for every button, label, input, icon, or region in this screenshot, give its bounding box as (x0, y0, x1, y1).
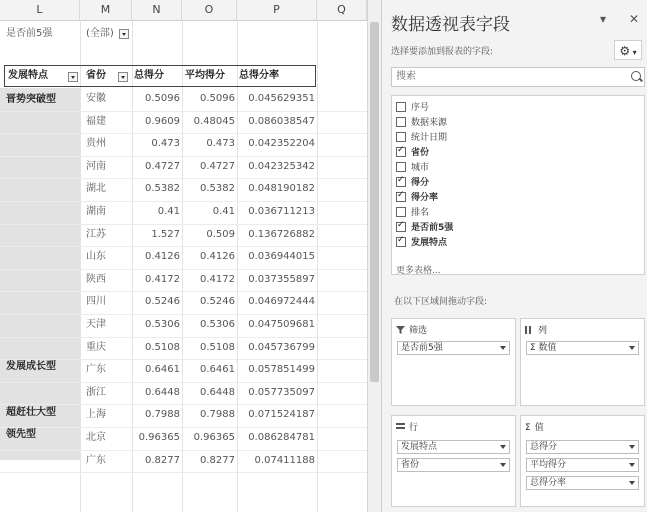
total-score-cell[interactable]: 0.9609 (145, 116, 180, 127)
avg-score-cell[interactable]: 0.473 (206, 138, 235, 149)
score-rate-cell[interactable]: 0.045736799 (248, 342, 315, 353)
total-score-cell[interactable]: 0.7988 (145, 409, 180, 420)
row-chip[interactable]: 发展特点 (397, 440, 510, 454)
field-label: 发展特点 (411, 238, 448, 248)
group-filter-dropdown-icon[interactable] (68, 72, 78, 82)
province-cell[interactable]: 安徽 (86, 93, 106, 104)
field-item[interactable] (396, 192, 438, 205)
score-rate-cell[interactable]: 0.042352204 (248, 138, 315, 149)
chevron-down-icon[interactable] (500, 346, 506, 350)
chevron-down-icon[interactable] (500, 463, 506, 467)
field-item[interactable] (396, 237, 447, 250)
avg-score-cell[interactable]: 0.48045 (193, 116, 235, 127)
sigma-icon: Σ (525, 422, 531, 433)
vertical-scrollbar[interactable] (367, 0, 382, 512)
field-label: 是否前5强 (411, 223, 454, 233)
province-cell[interactable]: 陕西 (86, 274, 106, 285)
field-checkbox[interactable] (396, 132, 406, 142)
pane-options-icon[interactable]: ▾ (600, 12, 607, 26)
value-chip[interactable]: 平均得分 (526, 458, 639, 472)
score-rate-cell[interactable]: 0.048190182 (248, 183, 315, 194)
province-cell[interactable]: 重庆 (86, 342, 106, 353)
avg-score-cell[interactable]: 0.6461 (200, 364, 235, 375)
row-divider (0, 111, 367, 112)
pane-title: 数据透视表字段 (391, 15, 510, 35)
pane-subtitle: 选择要添加到报表的字段: (391, 47, 494, 57)
row-divider (0, 291, 367, 292)
values-area-title: Σ 值 (525, 422, 544, 433)
group-label[interactable]: 晋势突破型 (6, 94, 56, 105)
field-item[interactable] (396, 117, 447, 130)
total-score-cell[interactable]: 0.5382 (145, 183, 180, 194)
row-divider (0, 359, 367, 360)
row-chip[interactable]: 省份 (397, 458, 510, 472)
province-cell[interactable]: 河南 (86, 161, 106, 172)
field-label: 统计日期 (411, 133, 448, 143)
pivot-field-pane (381, 0, 647, 512)
chevron-down-icon[interactable] (629, 481, 635, 485)
avg-score-cell[interactable]: 0.8277 (200, 455, 235, 466)
province-cell[interactable]: 福建 (86, 116, 106, 127)
avg-score-cell[interactable]: 0.5108 (200, 342, 235, 353)
columns-area[interactable] (520, 318, 645, 406)
column-header-o[interactable]: O (182, 0, 237, 20)
scrollbar-thumb[interactable] (370, 22, 379, 382)
value-chip[interactable]: 总得分 (526, 440, 639, 454)
province-cell[interactable]: 山东 (86, 251, 106, 262)
field-checkbox[interactable] (396, 117, 406, 127)
field-checkbox[interactable] (396, 147, 406, 157)
field-checkbox[interactable] (396, 177, 406, 187)
province-cell[interactable]: 湖南 (86, 206, 106, 217)
avg-score-cell[interactable]: 0.509 (206, 229, 235, 240)
total-score-cell[interactable]: 0.5096 (145, 93, 180, 104)
header-rate: 总得分率 (239, 70, 279, 81)
field-label: 得分率 (411, 193, 439, 203)
field-search-input[interactable] (391, 67, 645, 87)
field-checkbox[interactable] (396, 102, 406, 112)
total-score-cell[interactable]: 1.527 (151, 229, 180, 240)
group-label[interactable]: 超赶壮大型 (6, 407, 56, 418)
avg-score-cell[interactable]: 0.96365 (193, 432, 235, 443)
columns-area-title: 列 (525, 323, 547, 336)
gridline (80, 20, 81, 512)
column-header-n[interactable]: N (132, 0, 182, 20)
report-filter-value[interactable]: (全部) (86, 28, 114, 39)
province-cell[interactable]: 江苏 (86, 229, 106, 240)
gridline (317, 20, 318, 512)
province-cell[interactable]: 北京 (86, 432, 106, 443)
header-province: 省份 (86, 70, 106, 81)
field-label: 得分 (411, 178, 430, 188)
total-score-cell[interactable]: 0.6461 (145, 364, 180, 375)
more-tables-link[interactable]: 更多表格... (396, 266, 441, 276)
avg-score-cell[interactable]: 0.4126 (200, 251, 235, 262)
score-rate-cell[interactable]: 0.071524187 (248, 409, 315, 420)
column-chip[interactable]: Σ 数值 (526, 341, 639, 355)
field-label: 数据来源 (411, 118, 448, 128)
province-cell[interactable]: 贵州 (86, 138, 106, 149)
total-score-cell[interactable]: 0.473 (151, 138, 180, 149)
avg-score-cell[interactable]: 0.4172 (200, 274, 235, 285)
score-rate-cell[interactable]: 0.045629351 (248, 93, 315, 104)
field-list (391, 95, 645, 275)
field-checkbox[interactable] (396, 237, 406, 247)
total-score-cell[interactable]: 0.5306 (145, 319, 180, 330)
column-header-m[interactable]: M (80, 0, 132, 20)
row-divider (0, 472, 367, 473)
value-chip[interactable]: 总得分率 (526, 476, 639, 490)
field-checkbox[interactable] (396, 207, 406, 217)
group-label[interactable]: 领先型 (6, 429, 36, 440)
avg-score-cell[interactable]: 0.5246 (200, 296, 235, 307)
row-divider (0, 246, 367, 247)
rows-icon (396, 423, 405, 431)
column-header-p[interactable]: P (237, 0, 317, 20)
row-divider (0, 382, 367, 383)
gear-icon[interactable]: ⚙ ▾ (614, 40, 642, 60)
avg-score-cell[interactable]: 0.5382 (200, 183, 235, 194)
row-divider (0, 450, 367, 451)
field-label: 城市 (411, 163, 430, 173)
total-score-cell[interactable]: 0.5246 (145, 296, 180, 307)
score-rate-cell[interactable]: 0.037355897 (248, 274, 315, 285)
avg-score-cell[interactable]: 0.5306 (200, 319, 235, 330)
row-divider (0, 314, 367, 315)
score-rate-cell[interactable]: 0.036944015 (248, 251, 315, 262)
close-icon[interactable]: ✕ (629, 12, 640, 26)
total-score-cell[interactable]: 0.96365 (138, 432, 180, 443)
avg-score-cell[interactable]: 0.6448 (200, 387, 235, 398)
province-cell[interactable]: 湖北 (86, 183, 106, 194)
avg-score-cell[interactable]: 0.7988 (200, 409, 235, 420)
field-item[interactable] (396, 147, 429, 160)
avg-score-cell[interactable]: 0.4727 (200, 161, 235, 172)
score-rate-cell[interactable]: 0.057851499 (248, 364, 315, 375)
score-rate-cell[interactable]: 0.136726882 (248, 229, 315, 240)
province-cell[interactable]: 广东 (86, 364, 106, 375)
score-rate-cell[interactable]: 0.042325342 (248, 161, 315, 172)
field-item[interactable] (396, 222, 453, 235)
column-header-bar (0, 0, 367, 21)
province-cell[interactable]: 天津 (86, 319, 106, 330)
search-icon[interactable] (631, 71, 641, 81)
row-divider (0, 427, 367, 428)
avg-score-cell[interactable]: 0.41 (212, 206, 235, 217)
chevron-down-icon[interactable] (500, 445, 506, 449)
province-cell[interactable]: 上海 (86, 409, 106, 420)
total-score-cell[interactable]: 0.41 (157, 206, 180, 217)
chevron-down-icon[interactable] (629, 346, 635, 350)
score-rate-cell[interactable]: 0.086284781 (248, 432, 315, 443)
score-rate-cell[interactable]: 0.057735097 (248, 387, 315, 398)
total-score-cell[interactable]: 0.6448 (145, 387, 180, 398)
chevron-down-icon[interactable] (629, 463, 635, 467)
avg-score-cell[interactable]: 0.5096 (200, 93, 235, 104)
field-checkbox[interactable] (396, 222, 406, 232)
field-label: 序号 (411, 103, 430, 113)
province-cell[interactable]: 广东 (86, 455, 106, 466)
score-rate-cell[interactable]: 0.07411188 (254, 455, 315, 466)
row-divider (0, 201, 367, 202)
province-cell[interactable]: 浙江 (86, 387, 106, 398)
chevron-down-icon[interactable] (629, 445, 635, 449)
rows-area-title: 行 (396, 420, 418, 433)
column-header-q[interactable]: Q (317, 0, 367, 20)
field-item[interactable] (396, 102, 429, 115)
columns-icon (525, 326, 534, 334)
row-divider (0, 269, 367, 270)
header-group: 发展特点 (8, 70, 48, 81)
group-label[interactable]: 发展成长型 (6, 361, 56, 372)
filters-area-title: 筛选 (396, 323, 427, 336)
drag-hint: 在以下区域间拖动字段: (394, 297, 488, 307)
row-divider (0, 133, 367, 134)
rows-area[interactable] (391, 415, 516, 507)
row-divider (0, 224, 367, 225)
score-rate-cell[interactable]: 0.036711213 (248, 206, 315, 217)
province-filter-dropdown-icon[interactable] (118, 72, 128, 82)
search-placeholder: 搜索 (396, 71, 416, 82)
province-cell[interactable]: 四川 (86, 296, 106, 307)
report-filter-dropdown-icon[interactable] (119, 29, 129, 39)
filter-chip[interactable]: 是否前5强 (397, 341, 510, 355)
field-label: 排名 (411, 208, 430, 218)
row-divider (0, 404, 367, 405)
total-score-cell[interactable]: 0.4727 (145, 161, 180, 172)
filters-area[interactable] (391, 318, 516, 406)
score-rate-cell[interactable]: 0.046972444 (248, 296, 315, 307)
score-rate-cell[interactable]: 0.047509681 (248, 319, 315, 330)
row-divider (0, 156, 367, 157)
row-divider (0, 337, 367, 338)
report-filter-label: 是否前5强 (6, 28, 53, 39)
values-area[interactable] (520, 415, 645, 507)
column-header-l[interactable]: L (0, 0, 80, 20)
field-checkbox[interactable] (396, 192, 406, 202)
field-checkbox[interactable] (396, 162, 406, 172)
header-avg: 平均得分 (185, 70, 225, 81)
field-label: 省份 (411, 148, 430, 158)
total-score-cell[interactable]: 0.4126 (145, 251, 180, 262)
total-score-cell[interactable]: 0.5108 (145, 342, 180, 353)
score-rate-cell[interactable]: 0.086038547 (248, 116, 315, 127)
filter-icon (396, 326, 405, 334)
row-divider (0, 178, 367, 179)
header-total: 总得分 (134, 70, 164, 81)
total-score-cell[interactable]: 0.8277 (145, 455, 180, 466)
total-score-cell[interactable]: 0.4172 (145, 274, 180, 285)
